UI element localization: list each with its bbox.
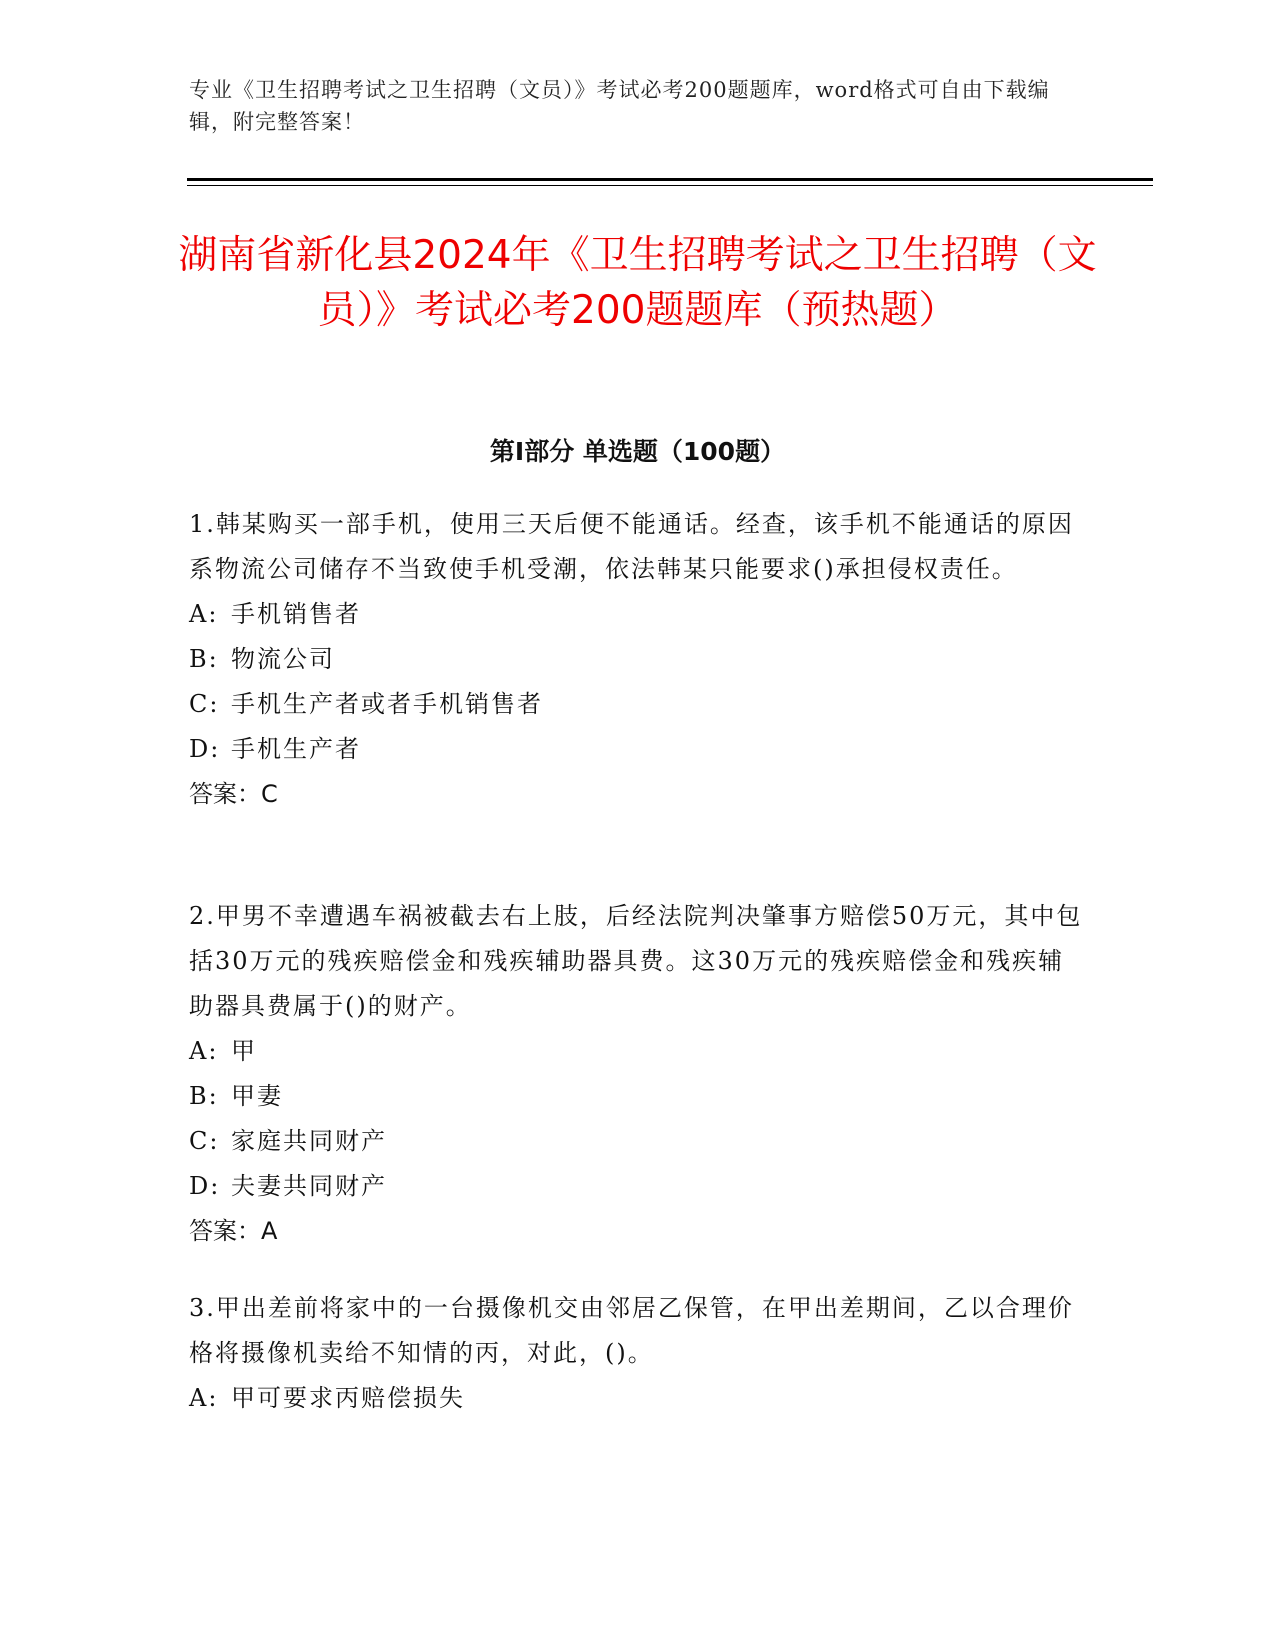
answer-line: 答案：C bbox=[189, 780, 278, 808]
option-a bbox=[189, 592, 1089, 637]
header-divider-thick bbox=[187, 178, 1153, 181]
header-divider-thin bbox=[187, 185, 1153, 186]
option-key: A: bbox=[189, 1037, 219, 1065]
option-text: 甲妻 bbox=[231, 1082, 283, 1110]
option-text: 甲 bbox=[231, 1037, 257, 1065]
option-b bbox=[189, 1074, 1089, 1119]
option-text: 夫妻共同财产 bbox=[231, 1172, 387, 1200]
question-stem: 1.韩某购买一部手机，使用三天后便不能通话。经查，该手机不能通话的原因系物流公司储存不当致使手机受潮，依法韩某只能要求()承担侵权责任。 bbox=[189, 510, 1074, 583]
option-d bbox=[189, 1164, 1089, 1209]
option-text: 手机生产者 bbox=[231, 735, 361, 763]
option-key: A: bbox=[189, 600, 219, 628]
question-3 bbox=[189, 1286, 1089, 1421]
option-a bbox=[189, 1376, 1089, 1421]
option-key: B: bbox=[189, 645, 219, 673]
option-d bbox=[189, 727, 1089, 772]
option-text: 家庭共同财产 bbox=[231, 1127, 387, 1155]
option-key: B: bbox=[189, 1082, 219, 1110]
question-stem: 3.甲出差前将家中的一台摄像机交由邻居乙保管，在甲出差期间，乙以合理价格将摄像机卖给不知情的丙，对此，()。 bbox=[189, 1294, 1074, 1367]
option-text: 手机销售者 bbox=[231, 600, 361, 628]
section-title: 第Ⅰ部分 单选题（100题） bbox=[489, 437, 786, 466]
option-c bbox=[189, 1119, 1089, 1164]
header-note: 专业《卫生招聘考试之卫生招聘（文员）》考试必考200题题库，word格式可自由下载编辑，附完整答案！ bbox=[189, 78, 1050, 134]
option-key: A: bbox=[189, 1384, 219, 1412]
option-text: 甲可要求丙赔偿损失 bbox=[231, 1384, 465, 1412]
option-key: D: bbox=[189, 735, 221, 763]
question-1 bbox=[189, 502, 1089, 817]
option-key: C: bbox=[189, 1127, 220, 1155]
option-b bbox=[189, 637, 1089, 682]
option-c bbox=[189, 682, 1089, 727]
option-text: 物流公司 bbox=[231, 645, 335, 673]
option-text: 手机生产者或者手机销售者 bbox=[231, 690, 543, 718]
answer-line: 答案：A bbox=[189, 1217, 278, 1245]
option-a bbox=[189, 1029, 1089, 1074]
question-stem: 2.甲男不幸遭遇车祸被截去右上肢，后经法院判决肇事方赔偿50万元，其中包括30万元的残疾赔偿金和残疾辅助器具费。这30万元的残疾赔偿金和残疾辅助器具费属于()的财产。 bbox=[189, 902, 1083, 1020]
document-title: 湖南省新化县2024年《卫生招聘考试之卫生招聘（文员）》考试必考200题题库（预热题） bbox=[178, 233, 1097, 333]
question-2 bbox=[189, 894, 1089, 1254]
option-key: C: bbox=[189, 690, 220, 718]
option-key: D: bbox=[189, 1172, 221, 1200]
